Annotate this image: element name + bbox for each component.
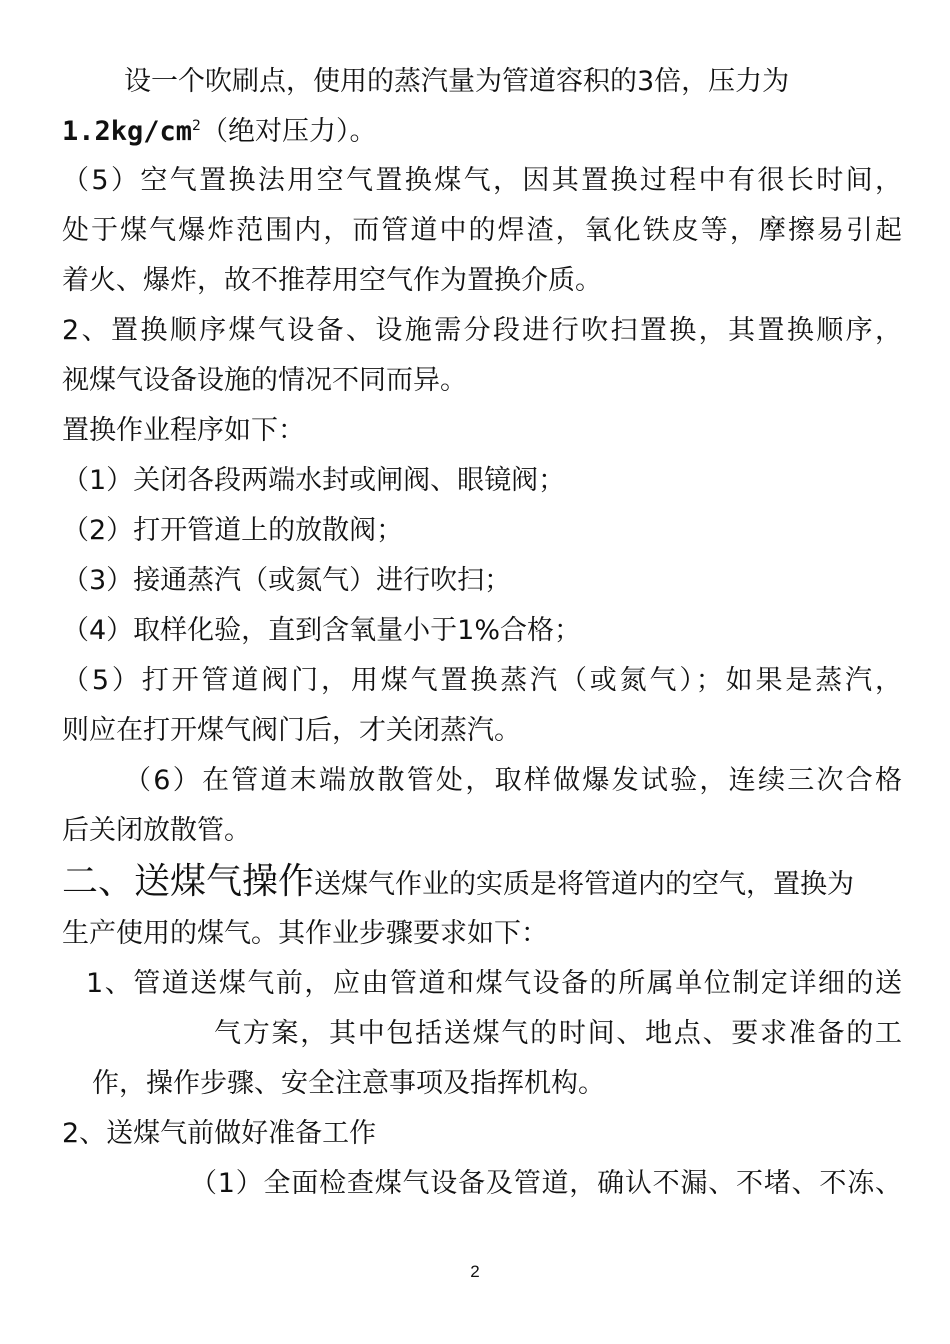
text-line-23: （1）全面检查煤气设备及管道，确认不漏、不堵、不冻、 (190, 1168, 902, 1199)
text-line-8: 置换作业程序如下： (62, 415, 305, 446)
text-line-20: 气方案，其中包括送煤气的时间、地点、要求准备的工 (214, 1018, 902, 1049)
text-line-11: （3）接通蒸汽（或氮气）进行吹扫； (62, 565, 512, 596)
text-line-21: 作，操作步骤、安全注意事项及指挥机构。 (92, 1068, 605, 1099)
text-line-15: （6）在管道末端放散管处，取样做爆发试验，连续三次合格 (124, 765, 902, 796)
pressure-value: 1.2kg/cm (62, 116, 193, 147)
text-line-13: （5）打开管道阀门，用煤气置换蒸汽（或氮气）；如果是蒸汽， (62, 665, 902, 696)
text-line-14: 则应在打开煤气阀门后，才关闭蒸汽。 (62, 715, 521, 746)
text-line-4: 处于煤气爆炸范围内，而管道中的焊渣，氧化铁皮等，摩擦易引起 (62, 215, 902, 246)
section-heading: 二、送煤气操作 (62, 861, 315, 902)
text-line-1 (124, 64, 836, 100)
text-span: （绝对压力）。 (200, 116, 377, 147)
text-line-10: （2）打开管道上的放散阀； (62, 515, 404, 546)
page-number: 2 (470, 1262, 480, 1281)
text-span: 设一个吹刷点，使用的蒸汽量为管道容积的3倍，压力为 (124, 66, 790, 97)
text-span: 送煤气作业的实质是将管道内的空气，置换为 (314, 869, 855, 900)
superscript: 2 (192, 118, 201, 134)
text-line-22: 2、送煤气前做好准备工作 (62, 1118, 377, 1149)
text-line-2 (62, 114, 902, 150)
text-line-17 (62, 860, 902, 907)
text-line-9: （1）关闭各段两端水封或闸阀、眼镜阀； (62, 465, 566, 496)
text-line-12: （4）取样化验，直到含氧量小于1%合格； (62, 615, 582, 646)
text-line-7: 视煤气设备设施的情况不同而异。 (62, 365, 467, 396)
text-line-5: 着火、爆炸，故不推荐用空气作为置换介质。 (62, 265, 602, 296)
text-line-19: 1、管道送煤气前，应由管道和煤气设备的所属单位制定详细的送 (86, 968, 902, 999)
text-line-16: 后关闭放散管。 (62, 815, 251, 846)
text-line-18: 生产使用的煤气。其作业步骤要求如下： (62, 918, 548, 949)
text-line-6: 2、置换顺序煤气设备、设施需分段进行吹扫置换，其置换顺序， (62, 315, 902, 346)
text-line-3: （5）空气置换法用空气置换煤气，因其置换过程中有很长时间， (62, 165, 902, 196)
